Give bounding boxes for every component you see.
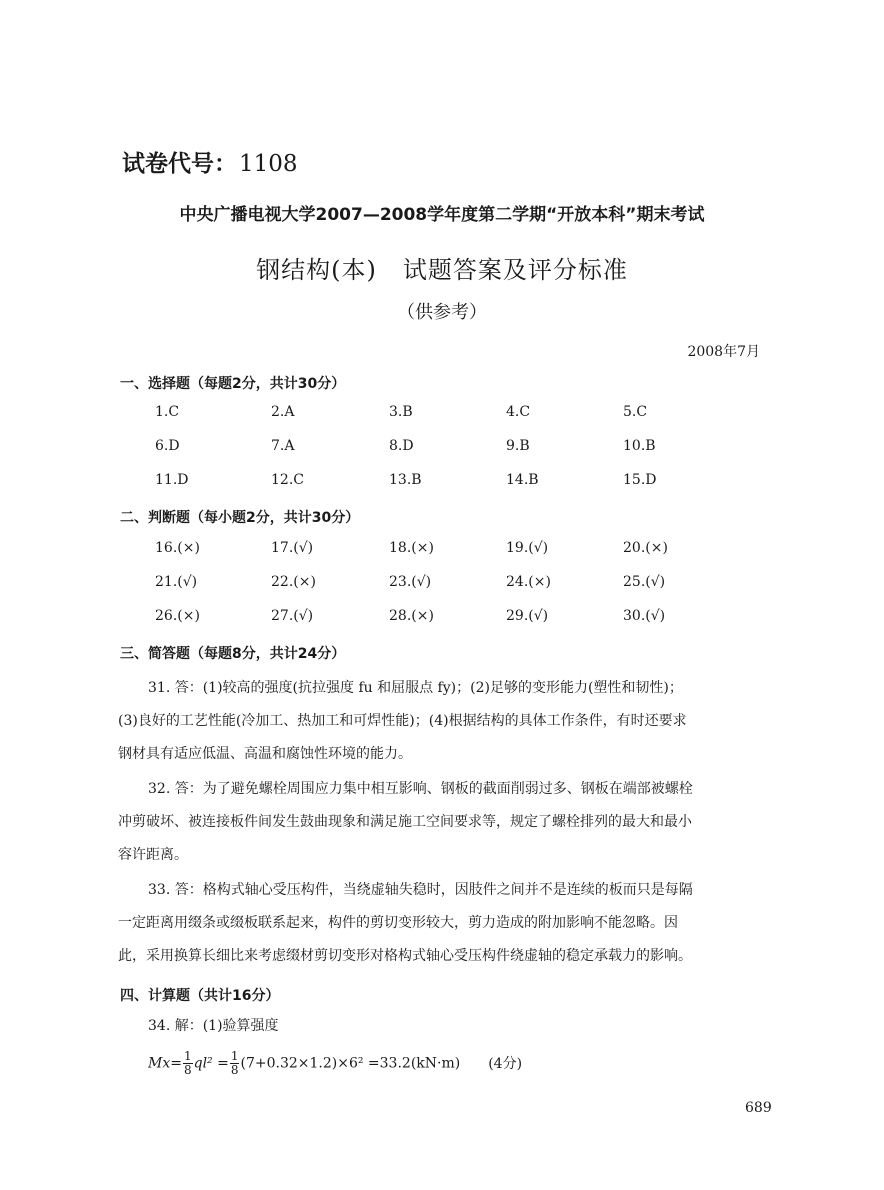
answer-33 <box>118 874 790 973</box>
answer-item: 3.B <box>389 404 413 420</box>
answer-31 <box>118 672 790 771</box>
section-heading-true-false: 二、判断题（每小题2分，共计30分） <box>120 510 360 526</box>
fraction: $\frac{1}{8}$ <box>183 1049 192 1077</box>
answer-item: 6.D <box>155 438 180 454</box>
answer-item: 26.(×) <box>155 608 200 624</box>
answer-item: 28.(×) <box>389 608 434 624</box>
answer-item: 22.(×) <box>271 574 316 590</box>
answer-line: 此，采用换算长细比来考虑缀材剪切变形对格构式轴心受压构件绕虚轴的稳定承载力的影响。 <box>118 948 692 964</box>
answer-line: 34. 解：(1)验算强度 <box>148 1018 279 1034</box>
answer-item: 16.(×) <box>155 540 200 556</box>
answer-row <box>155 540 755 562</box>
answer-line: (3)良好的工艺性能(冷加工、热加工和可焊性能)；(4)根据结构的具体工作条件，有时还要求 <box>118 713 687 729</box>
moment-formula: Mx= $\frac{1}{8}$ ql² = $\frac{1}{8}$ (7+0.32×1.2)×6² =33.2(kN·m) (4分) <box>148 1049 523 1077</box>
formula-mid: ql² = <box>193 1055 229 1072</box>
answer-item: 13.B <box>389 472 422 488</box>
answer-item: 30.(√) <box>623 608 666 624</box>
section-heading-choice: 一、选择题（每题2分，共计30分） <box>120 376 346 392</box>
answer-item: 17.(√) <box>271 540 314 556</box>
section-heading-short-answer: 三、简答题（每题8分，共计24分） <box>120 646 346 662</box>
answer-item: 29.(√) <box>506 608 549 624</box>
page-number: 689 <box>745 1100 772 1116</box>
answer-item: 27.(√) <box>271 608 314 624</box>
answer-item: 1.C <box>155 404 180 420</box>
answer-row <box>155 438 755 460</box>
exam-date: 2008年7月 <box>687 344 760 360</box>
answer-item: 2.A <box>271 404 295 420</box>
exam-title: 中央广播电视大学2007—2008学年度第二学期“开放本科”期末考试 <box>179 205 705 225</box>
formula-score: (4分) <box>488 1055 523 1072</box>
answer-item: 19.(√) <box>506 540 549 556</box>
paper-title <box>0 250 884 285</box>
answer-item: 10.B <box>623 438 656 454</box>
paper-code-label: 试卷代号： <box>122 151 237 177</box>
answer-item: 15.D <box>623 472 657 488</box>
answer-item: 21.(√) <box>155 574 198 590</box>
answer-line: 31. 答：(1)较高的强度(抗拉强度 fu 和屈服点 fy)；(2)足够的变形能力(塑性和韧性)； <box>148 680 683 696</box>
answer-item: 8.D <box>389 438 414 454</box>
answer-32 <box>118 773 790 872</box>
answer-line: 钢材具有适应低温、高温和腐蚀性环境的能力。 <box>118 746 412 762</box>
answer-item: 12.C <box>271 472 304 488</box>
answer-item: 11.D <box>155 472 189 488</box>
answer-item: 9.B <box>506 438 530 454</box>
answer-line: 一定距离用缀条或缀板联系起来，构件的剪切变形较大，剪力造成的附加影响不能忽略。因 <box>118 915 678 931</box>
answer-row <box>155 472 755 494</box>
answer-item: 20.(×) <box>623 540 668 556</box>
answer-line: 冲剪破坏、被连接板件间发生鼓曲现象和满足施工空间要求等，规定了螺栓排列的最大和最小 <box>118 814 692 830</box>
answer-item: 24.(×) <box>506 574 551 590</box>
formula-rhs: (7+0.32×1.2)×6² =33.2(kN·m) <box>240 1055 461 1072</box>
document-type: 试题答案及评分标准 <box>402 256 628 284</box>
fraction: $\frac{1}{8}$ <box>230 1049 239 1077</box>
section-heading-calculation: 四、计算题（共计16分） <box>120 988 280 1004</box>
answer-line: 容许距离。 <box>118 847 188 863</box>
answer-row <box>155 574 755 596</box>
answer-item: 23.(√) <box>389 574 432 590</box>
answer-item: 18.(×) <box>389 540 434 556</box>
answer-item: 5.C <box>623 404 648 420</box>
answer-row <box>155 404 755 426</box>
answer-34-intro <box>118 1010 790 1043</box>
formula-lhs: Mx <box>148 1055 171 1072</box>
answer-item: 14.B <box>506 472 539 488</box>
answer-line: 33. 答：格构式轴心受压构件，当绕虚轴失稳时，因肢件之间并不是连续的板而只是每隔 <box>148 882 693 898</box>
answer-item: 4.C <box>506 404 531 420</box>
course-name: 钢结构(本) <box>256 256 377 284</box>
answer-item: 25.(√) <box>623 574 666 590</box>
paper-code-number: 1108 <box>239 151 298 177</box>
reference-note: （供参考） <box>397 302 487 323</box>
answer-line: 32. 答：为了避免螺栓周围应力集中相互影响、钢板的截面削弱过多、钢板在端部被螺栓 <box>148 781 693 797</box>
paper-code <box>122 145 298 178</box>
answer-row <box>155 608 755 630</box>
answer-item: 7.A <box>271 438 295 454</box>
